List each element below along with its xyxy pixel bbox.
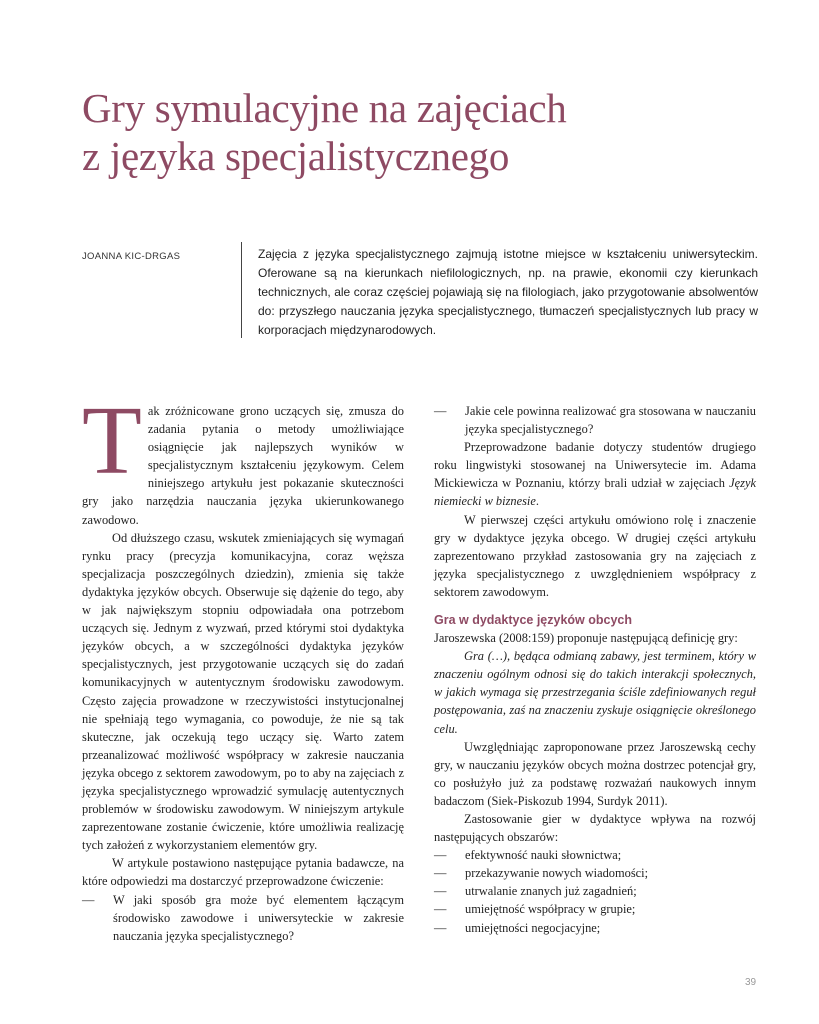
intro-paragraph <box>82 387 404 529</box>
paragraph-3: W artykule postawiono następujące pytania badawcze, na które odpowiedzi ma dostarczyć przeprowadzone ćwiczenie: <box>82 856 404 889</box>
title-line-2: z języka specjalistycznego <box>82 133 510 179</box>
list-dash: — <box>434 404 447 418</box>
paragraph-4 <box>434 438 756 510</box>
definition-quote: Gra (…), będąca odmianą zabawy, jest terminem, który w znaczeniu ogólnym odnosi się do takich interakcji społecznych, w jakich wymaga się przestrzegania ściśle zdefiniowanych reguł postępowania, zaś na znaczeniu zyskuje osiągnięcie określonego celu. <box>434 649 756 736</box>
title-line-1: Gry symulacyjne na zajęciach <box>82 85 567 131</box>
list-dash: — <box>82 892 95 907</box>
author-name: JOANNA KIC-DRGAS <box>82 251 181 262</box>
paragraph-4-text: Przeprowadzone badanie dotyczy studentów drugiego roku lingwistyki stosowanej na Uniwersytecie im. Adama Mickiewicza w Poznaniu, którzy brali udział w zajęciach <box>434 440 756 491</box>
area-item <box>434 846 756 864</box>
paragraph-5: W pierwszej części artykułu omówiono rolę i znaczenie gry w dydaktyce języka obcego. W drugiej części artykułu zaprezentowano przykład zastosowania gry na zajęciach z języka specjalistycznego z uwzględnieniem współpracy z sektorem zawodowym. <box>434 512 756 599</box>
paragraph-7: Uwzględniając zaproponowane przez Jaroszewską cechy gry, w nauczaniu języków obcych można dostrzec potencjał gry, co posłużyło już za podstawę rozważań naukowych innym badaczom (Siek-Piskozub 1994, Surdyk 2011). <box>434 739 756 808</box>
list-dash: — <box>434 848 447 863</box>
course-name: Język niemiecki w biznesie <box>434 476 756 509</box>
area-item-text: utrwalanie znanych już zagadnień; <box>465 884 637 899</box>
area-item-text: przekazywanie nowych wiadomości; <box>465 866 649 881</box>
area-item-text: efektywność nauki słownictwa; <box>465 848 622 863</box>
paragraph-8: Zastosowanie gier w dydaktyce wpływa na rozwój następujących obszarów: <box>434 811 756 845</box>
paragraph-4-end: . <box>535 494 539 509</box>
research-question-2-text: Jakie cele powinna realizować gra stosowana w nauczaniu języka specjalistycznego? <box>465 404 756 437</box>
research-question-2 <box>434 402 756 438</box>
research-question-1-text: W jaki sposób gra może być elementem łączącym środowisko zawodowe i uniwersyteckie w zakresie nauczania języka specjalistycznego? <box>113 892 404 943</box>
left-column <box>82 387 404 945</box>
area-item <box>434 919 756 937</box>
drop-cap: T <box>82 387 142 495</box>
section-heading: Gra w dydaktyce języków obcych <box>434 613 632 628</box>
list-dash: — <box>434 866 447 881</box>
area-item <box>434 864 756 882</box>
area-item <box>434 900 756 918</box>
area-item <box>434 882 756 900</box>
list-dash: — <box>434 884 447 899</box>
article-title <box>82 84 732 180</box>
paragraph-6: Jaroszewska (2008:159) proponuje następującą definicję gry: <box>434 631 738 646</box>
right-column <box>434 402 756 937</box>
list-dash: — <box>434 920 447 935</box>
research-question-1 <box>82 891 404 945</box>
paragraph-2: Od dłuższego czasu, wskutek zmieniających się wymagań rynku pracy (precyzja komunikacyjna, coraz węższa specjalizacja poszczególnych dziedzin), zmienia się także dydaktyka języków obcych. Obserwuje się dążenie do tego, aby w jak największym stopniu odpowiadała ona potrzebom uczących się. Jednym z wyzwań, przed którymi stoi dydaktyka języków obcych, a w szczególności dydaktyka języków specjalistycznych, jest przygotowanie uczących się do zadań komunikacyjnych w autentycznym środowisku zawodowym. Często zajęcia prowadzone w rzeczywistości instytucjonalnej nie spełniają tego wymagania, co powoduje, że nie są tak skuteczne, jak oczekują tego uczący się. Warto zatem przeanalizować możliwość współpracy w zakresie nauczania języka obcego z sektorem zawodowym, po to aby na zajęciach z języka specjalistycznego wprowadzić symulację autentycznych problemów w środowisku zawodowym. W niniejszym artykule zaprezentowane zostanie ćwiczenie, które umożliwia realizację tych założeń z wykorzystaniem elementów gry. <box>82 530 404 853</box>
area-item-text: umiejętność współpracy w grupie; <box>465 902 636 917</box>
page-number: 39 <box>745 977 757 988</box>
abstract-divider <box>241 242 242 338</box>
abstract: Zajęcia z języka specjalistycznego zajmują istotne miejsce w kształceniu uniwersyteckim. Oferowane są na kierunkach niefilologicznych, np. na prawie, ekonomii czy kierunkach technicznych, ale coraz częściej pojawiają się na filologiach, jako przygotowanie absolwentów do: przyszłego nauczania języka specjalistycznego, tłumaczeń specjalistycznych lub pracy w korporacjach międzynarodowych. <box>258 247 758 337</box>
intro-text: ak zróżnicowane grono uczących się, zmusza do zadania pytania o metody umożliwiające osiągnięcie jak najlepszych wyników w specjalistycznym kształceniu językowym. Celem niniejszego artykułu jest pokazanie skuteczności gry jako narzędzia nauczania języka ukierunkowanego zawodowo. <box>82 404 404 527</box>
list-dash: — <box>434 902 447 917</box>
area-item-text: umiejętności negocjacyjne; <box>465 920 601 935</box>
